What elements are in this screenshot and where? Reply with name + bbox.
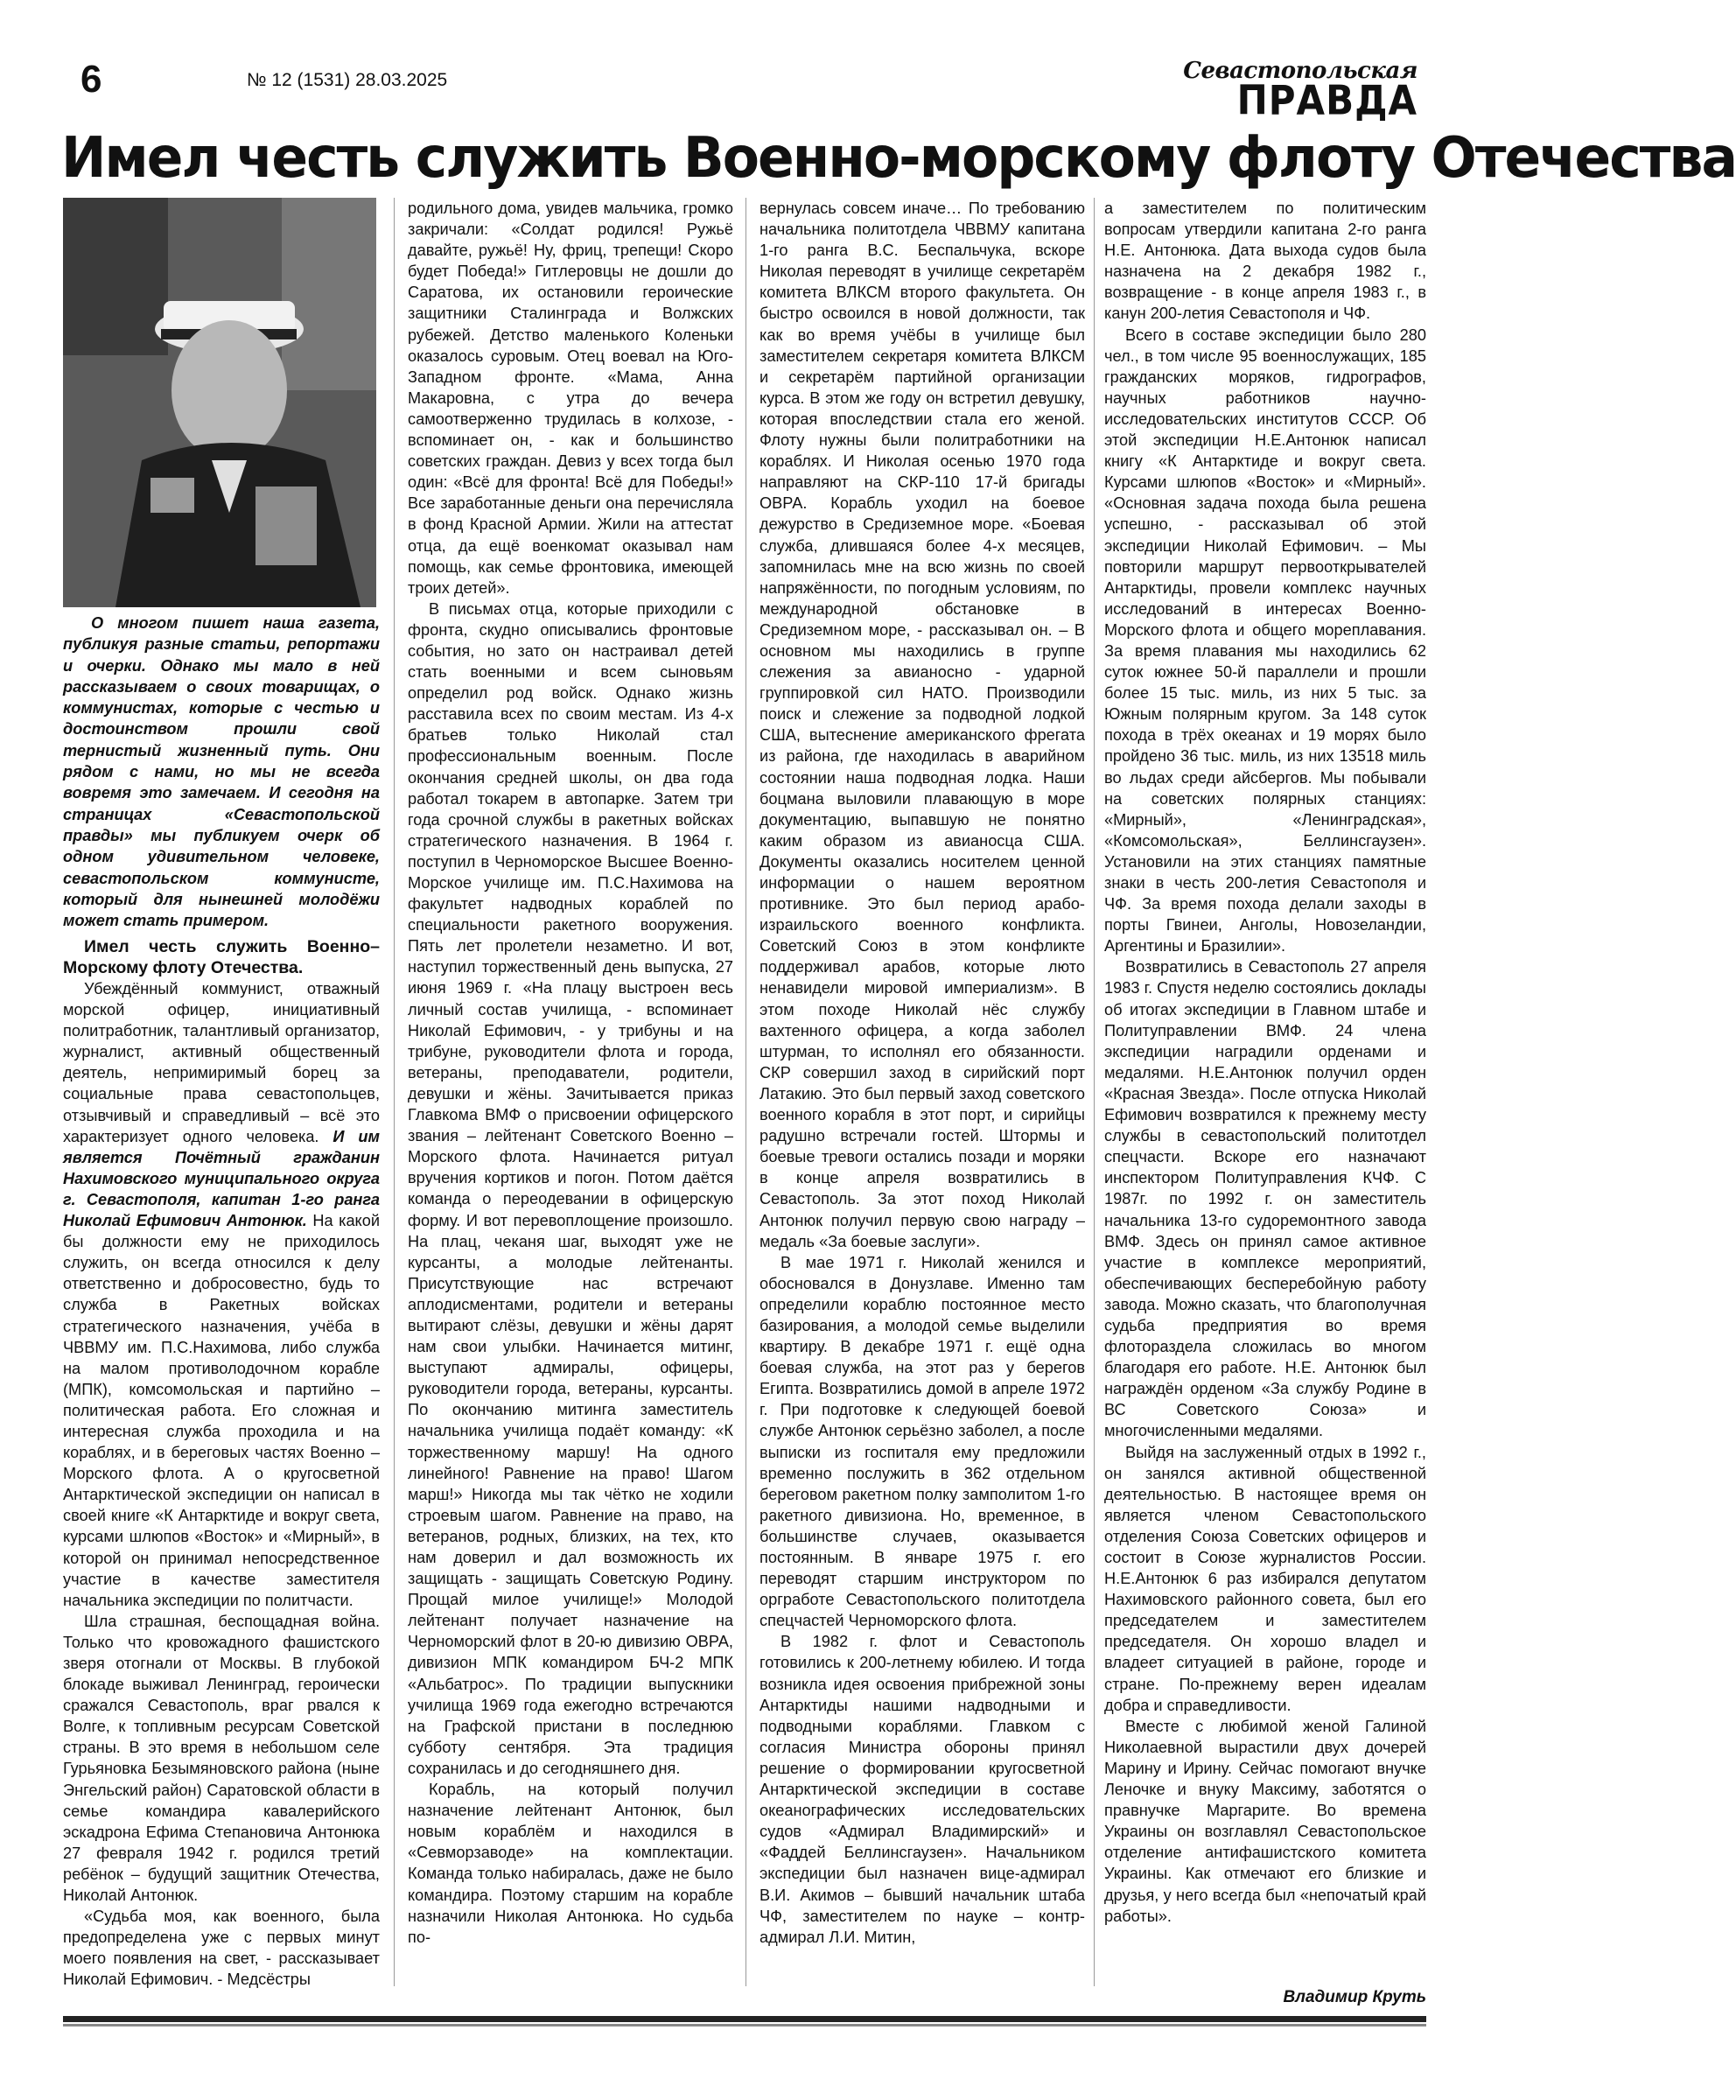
article-column-1 — [63, 936, 380, 1991]
bottom-rule — [63, 2016, 1426, 2022]
article-column-2 — [408, 198, 733, 1948]
newspaper-logo — [1183, 54, 1426, 124]
column-divider — [1094, 198, 1095, 1986]
bottom-rule-thin — [63, 2024, 1426, 2026]
paragraph: Всего в составе экспедиции было 280 чел., в том числе 95 военнослужащих, 185 гражданских моряков, гидрографов, научных работников научно-исследовательских институтов СССР. Об этой экспедиции Н.Е.Антонюк написал книгу «К Антарктиде и вокруг света. Курсами шлюпов «Восток» и «Мирный». «Основная задача похода была решена успешно, - рассказывал об этой экспедиции Николай Ефимович. – Мы повторили маршрут первооткрывателей Антарктиды, провели комплекс научных исследований в интересах Военно-Морского флота и общего мореплавания. За время плавания мы находились 62 суток южнее 50-й параллели и прошли более 15 тыс. миль, из них 5 тыс. за Южным полярным кругом. За 148 суток похода в трёх океанах и 19 морях было пройдено 36 тыс. миль, из них 13518 миль во льдах среди айсбергов. Мы побывали на советских полярных станциях: «Мирный», «Ленинградская», «Комсомольская», Беллинсгаузен». Установили на этих станциях памятные знаки в честь 200-летия Севастополя и ЧФ. За время похода делали заходы в порты Гвинеи, Анголы, Новозеландии, Аргентины и Бразилии». — [1104, 326, 1426, 956]
paragraph: В 1982 г. флот и Севастополь готовились к 200-летнему юбилею. И тогда возникла идея освоения прибрежной зоны Антарктиды нашими надводными и подводными кораблями. Главком с согласия Министра обороны принял решение о формировании кругосветной Антарктической экспедиции в составе океанографических исследовательских судов «Адмирал Владимирский» и «Фаддей Беллинсгаузен». Начальником экспедиции был назначен вице-адмирал В.И. Акимов – бывший начальник штаба ЧФ, заместителем по науке – контр-адмирал Л.И. Митин, — [760, 1633, 1085, 1946]
text-run-emphasis: И им является Почётный гражданин Нахимовского муниципального округа г. Севастополя, капитан 1-го ранга Николай Ефимович Антонюк. — [63, 1127, 380, 1230]
portrait-photo — [63, 198, 376, 607]
portrait-figure — [63, 198, 376, 607]
paragraph: вернулась совсем иначе… По требованию начальника политотдела ЧВВМУ капитана 1-го ранга В.С. Беспальчука, вскоре Николая переводят в училище секретарём комитета ВЛКСМ второго факультета. Он быстро освоился в новой должности, так как во время учёбы в училище был заместителем секретаря комитета ВЛКСМ и секретарём партийной организации курса. В этом же году он встретил девушку, которая впоследствии стала его женой. Флоту нужны были политработники на кораблях. И Николая осенью 1970 года направляют на СКР-110 17-й бригады ОВРА. Корабль уходил на боевое дежурство в Средиземное море. «Боевая служба, длившаяся более 4-х месяцев, запомнилась мне на всю жизнь по своей напряжённости, по погодным условиям, по международной обстановке в Средиземном море, - рассказывал он. – В основном мы находились в группе слежения за авианосно - ударной группировкой сил НАТО. Производили поиск и слежение за подводной лодкой США, вытеснение американского фрегата из района, где находилась в аварийном состоянии наша подводная лодка. Наши боцмана выловили плавающую в море документацию, выпавшую не понятно каким образом из авианосца США. Документы оказались носителем ценной информации о нашем вероятном противнике. Это был период арабо-израильского военного конфликта. Советский Союз в этом конфликте поддерживал арабов, которые люто ненавидели мировой империализм». В этом походе Николай нёс службу вахтенного офицера, а когда заболел штурман, то исполнял его обязанности. СКР совершил заход в сирийский порт Латакию. Это был первый заход советского военного корабля в этот порт, и сирийцы радушно встречали гостей. Штормы и боевые тревоги остались позади и моряки в конце апреля возвратились в Севастополь. За этот поход Николай Антонюк получил первую свою награду – медаль «За боевые заслуги». — [760, 200, 1085, 1250]
text-run: Убеждённый коммунист, отважный морской офицер, инициативный политработник, талантливый организатор, журналист, активный общественный деятель, непримиримый борец за социальные права севастопольцев, отзывчивый и справедливый – всё это характеризует одного человека. — [63, 980, 380, 1145]
column-divider — [394, 198, 395, 1986]
intro-lead: О многом пишет наша газета, публикуя разные статьи, репортажи и очерки. Однако мы мало в ней рассказываем о своих товарищах, о коммунистах, которые с честью и достоинством прошли свой тернистый жизненный путь. Они рядом с нами, но мы не всегда вовремя это замечаем. И сегодня на страницах «Севастопольской правды» мы публикуем очерк об одном удивительном человеке, севастопольском коммунисте, который для нынешней молодёжи может стать примером. — [63, 614, 380, 930]
paragraph: а заместителем по политическим вопросам утвердили капитана 2-го ранга Н.Е. Антонюка. Дата выхода судов была назначена на 2 декабря 1982 г., возвращение - в конце апреля 1983 г., в канун 200-летия Севастополя и ЧФ. — [1104, 200, 1426, 323]
paragraph: Выйдя на заслуженный отдых в 1992 г., он занялся активной общественной деятельностью. В настоящее время он является членом Севастопольского отделения Союза Советских офицеров и состоит в Союзе журналистов России. Н.Е.Антонюк 6 раз избирался депутатом Нахимовского районного совета, был его председателем и заместителем председателя. Он хорошо владел и владеет ситуацией в районе, городе и стране. По-прежнему верен идеалам добра и справедливости. — [1104, 1443, 1426, 1714]
subhead: Имел честь служить Военно–Морскому флоту Отечества. — [63, 937, 380, 977]
paragraph: В письмах отца, которые приходили с фронта, скудно описывались фронтовые события, но зато он настраивал детей стать военными и всем сыновьям определил род войск. Однако жизнь расставила всех по своим местам. Из 4-х братьев только Николай стал профессиональным военным. После окончания средней школы, он два года работал токарем в автопарке. Затем три года срочной службы в ракетных войсках стратегического назначения. В 1964 г. поступил в Черноморское Высшее Военно-Морское училище им. П.С.Нахимова на факультет надводных кораблей по специальности ракетного вооружения. Пять лет пролетели незаметно. И вот, наступил торжественный день выпуска, 27 июня 1969 г. «На плацу выстроен весь личный состав училища, - вспоминает Николай Ефимович, - у трибуны и на трибуне, руководители флота и города, ветераны, преподаватели, родители, девушки и жёны. Зачитывается приказ Главкома ВМФ о присвоении офицерского звания – лейтенант Советского Военно – Морского флота. Начинается ритуал вручения кортиков и погон. Потом даётся команда о переодевании в офицерскую форму. И вот перевоплощение произошло. На плац, чеканя шаг, выходят уже не курсанты, а молодые лейтенанты. Присутствующие нас встречают аплодисментами, родители и ветераны вытирают слёзы, девушки и жёны дарят нам свои улыбки. Начинается митинг, выступают адмиралы, офицеры, руководители города, ветераны, курсанты. По окончанию митинга заместитель начальника училища подаёт команду: «К торжественному маршу! На одного линейного! Равнение на право! Шагом марш!» Никогда мы так чётко не ходили строевым шагом. Равнение на право, на ветеранов, родных, близких, на тех, кто нам доверил и дал возможность их защищать - защищать Советскую Родину. Прощай милое училище!» Молодой лейтенант получает назначение на Черноморский флот в 20-ю дивизию ОВРА, дивизион МПК командиром БЧ-2 МПК «Альбатрос». По традиции выпускники училища 1969 года ежегодно встречаются на Графской пристани в последнюю субботу сентября. Эта традиция сохранилась и до сегодняшнего дня. — [408, 599, 733, 1777]
article-column-4 — [1104, 198, 1426, 1927]
paragraph: Шла страшная, беспощадная война. Только что кровожадного фашистского зверя отогнали от Москвы. В глубокой блокаде выживал Ленинград, героически сражался Севастополь, враг рвался к Волге, к топливным ресурсам Советской страны. В это время в небольшом селе Гурьяновка Безымяновского района (ныне Энгельский район) Саратовской области в семье командира кавалерийского эскадрона Ефима Степановича Антонюка 27 февраля 1942 г. родился третий ребёнок – будущий защитник Отечества, Николай Антонюк. — [63, 1612, 380, 1905]
paragraph: Вместе с любимой женой Галиной Николаевной вырастили двух дочерей Марину и Ирину. Сейчас помогают внучке Леночке и внуку Максиму, заботятся о правнучке Маргарите. Во времена Украины он возглавлял Севастопольское отделение антифашистского комитета Украины. Как отмечают его близкие и друзья, у него всегда был «непочатый край работы». — [1104, 1717, 1426, 1925]
headline: Имел честь служить Военно-морскому флоту Отечества — [61, 126, 1736, 191]
paragraph: родильного дома, увидев мальчика, громко закричали: «Солдат родился! Ружьё давайте, ружьё! Ну, фриц, трепещи! Скоро будет Победа!» Гитлеровцы не дошли до Саратова, их остановили героические защитники Сталинграда и Волжских рубежей. Детство маленького Коленьки оказалось суровым. Отец воевал на Юго-Западном фронте. «Мама, Анна Макаровна, с утра до вечера самоотверженно трудилась в колхозе, - вспоминает он, - как и большинство советских граждан. Девиз у всех тогда был один: «Всё для фронта! Всё для Победы!» Все заработанные деньги она перечисляла в фонд Красной Армии. Жили на аттестат отца, да ещё военкомат оказывал нам помощь, как семье фронтовика, имеющей троих детей». — [408, 200, 733, 597]
issue-info: № 12 (1531) 28.03.2025 — [247, 70, 448, 90]
logo-top: Севастопольская — [1183, 58, 1418, 84]
text-run: На какой бы должности ему не приходилось служить, он всегда относился к делу ответственно и добросовестно, будь то служба в Ракетных войсках стратегического назначения, учёба в ЧВВМУ им. П.С.Нахимова, либо служба на малом противолодочном корабле (МПК), комсомольская и партийно – политическая работа. Его сложная и интересная служба проходила и на кораблях, и в береговых частях Военно – Морского флота. А о кругосветной Антарктической экспедиции он написал в своей книге «К Антарктиде и вокруг света, курсами шлюпов «Восток» и «Мирный», в которой он принимал непосредственное участие в качестве заместителя начальника экспедиции по политчасти. — [63, 1212, 380, 1609]
paragraph: «Судьба моя, как военного, была предопределена уже с первых минут моего появления на свет, - рассказывает Николай Ефимович. - Медсёстры — [63, 1908, 380, 1989]
paragraph: В мае 1971 г. Николай женился и обосновался в Донузлаве. Именно там определили кораблю постоянное место базирования, а молодой семье выделили квартиру. В декабре 1971 г. ещё одна боевая служба, на этот раз у берегов Египта. Возвратились домой в апреле 1972 г. При подготовке к следующей боевой службе Антонюк серьёзно заболел, а после выписки из госпиталя ему предложили временно послужить в 362 отдельном береговом ракетном полку замполитом 1-го ракетного дивизиона. Но, временное, в большинстве случаев, оказывается постоянным. В январе 1975 г. его переводят старшим инструктором по оргработе Севастопольского политотдела спецчастей Черноморского флота. — [760, 1253, 1085, 1630]
paragraph — [63, 978, 380, 1611]
paragraph: Возвратились в Севастополь 27 апреля 1983 г. Спустя неделю состоялись доклады об итогах экспедиции в Главном штабе и Политуправлении ВМФ. 24 члена экспедиции наградили орденами и медалями. Н.Е.Антонюк получил орден «Красная Звезда». После отпуска Николай Ефимович возвратился к прежнему месту службы в севастопольский политотдел спецчасти. Вскоре его назначают инспектором Политуправления КЧФ. С 1987г. по 1992 г. он заместитель начальника 13-го судоремонтного завода ВМФ. Здесь он принял самое активное участие в комплексе мероприятий, обеспечивающих бесперебойную работу завода. Можно сказать, что благополучная судьба предприятия во время флотораздела сложилась во многом благодаря его работе. Н.Е. Антонюк был награждён орденом «За службу Родине в ВС Советского Союза» и многочисленными медалями. — [1104, 958, 1426, 1440]
article-column-3 — [760, 198, 1085, 1948]
page-number: 6 — [80, 58, 102, 101]
author-signature: Владимир Круть — [1283, 1988, 1426, 2006]
logo-bottom: ПРАВДА — [1236, 76, 1418, 124]
paragraph: Корабль, на который получил назначение лейтенант Антонюк, был новым кораблём и находился в «Севморзаводе» на комплектации. Команда только набиралась, даже не было командира. Поэтому старшим на корабле назначили Николая Антонюка. Но судьба по- — [408, 1781, 733, 1946]
